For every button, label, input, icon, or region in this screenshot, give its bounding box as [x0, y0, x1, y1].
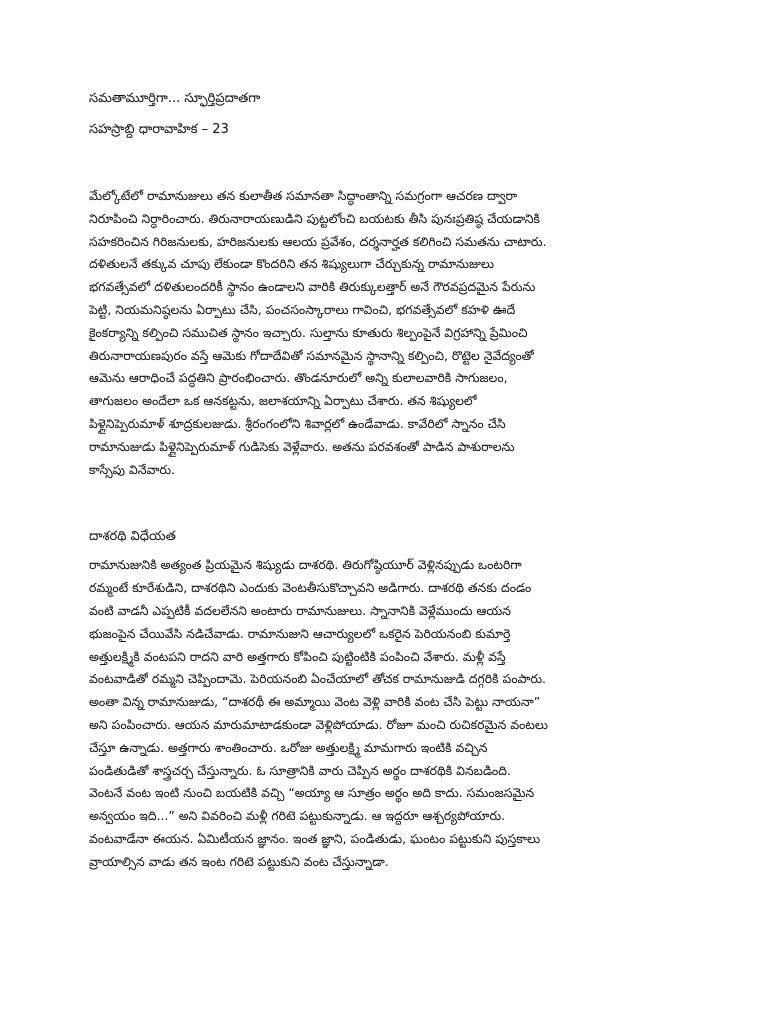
paragraph-line: ఆమెను ఆరాధించే పద్ధతిని ప్రారంభించారు. తొండనూరులో అన్ని కులాలవారికి సాగుజలం, — [89, 370, 508, 386]
paragraph-line: తాగుజలం అందేలా ఒక ఆనకట్టను, జలాశయాన్ని ఏర్పాటు చేశారు. తన శిష్యులలో — [89, 393, 477, 409]
paragraph-line: వంటవాడితో రమ్మని చెప్పిందామె. పెరియనంబి ఏంచేయాలో తోచక రామానుజుడి దగ్గరికి పంపారు. — [89, 671, 546, 687]
paragraph-line: రామానుజునికి అత్యంత ప్రియమైన శిష్యుడు దాశరథి. తిరుగోష్ఠియూర్ వెళ్లినప్పుడు ఒంటరిగా — [89, 557, 522, 573]
paragraph-line: దళితులనే తక్కువ చూపు లేకుండా కొందరిని తన శిష్యులుగా చేర్చుకున్న రామానుజులు — [89, 256, 494, 272]
section-dasarathi — [89, 528, 698, 873]
paragraph-line: అత్తులక్ష్మికి వంటపని రాదని వారి అత్తగారు కోపించి పుట్టింటికి పంపించి వేశారు. మళ్లీ వస్తే — [89, 648, 506, 664]
paragraph-line: భుజంపైన చేయివేసి నడిచేవాడు. రామానుజుని ఆచార్యులలో ఒకరైన పెరియనంబి కుమార్తె — [89, 625, 511, 641]
paragraph-line: అంతా విన్న రామానుజుడు, “దాశరథీ ఈ అమ్మాయి వెంట వెళ్లి వారికి వంట చేసి పెట్టు నాయనా” — [89, 694, 541, 710]
paragraph-line: సహకరించిన గిరిజనులకు, హరిజనులకు ఆలయ ప్రవేశం, దర్శనార్హత కలిగించి సమతను చాటారు. — [89, 233, 547, 249]
paragraph-line: అన్వయం ఇది...” అని వివరించి మళ్లీ గరిటె పట్టుకున్నాడు. ఆ ఇద్దరూ ఆశ్చర్యపోయారు. — [89, 808, 506, 824]
paragraph-line: మేల్కోటేలో రామానుజులు తన కులాతీత సమానతా సిద్ధాంతాన్ని సమగ్రంగా ఆచరణ ద్వారా — [89, 188, 518, 203]
paragraph-line: తిరునారాయణపురం వస్తే ఆమెకు గోదాదేవితో సమానమైన స్థానాన్ని కల్పించి, రొట్టెల నైవేద్యంతో — [89, 347, 534, 363]
series-subtitle: సహస్రాబ్ది ధారావాహిక – 23 — [89, 122, 229, 137]
paragraph-line: వంటి వాడనీ ఎప్పటికీ వదలలేనని అంటారు రామానుజులు. స్నానానికి వెళ్లేముందు ఆయన — [89, 602, 511, 618]
paragraph-line: రామానుజుడు పిళ్లైనిప్పెరుమాళ్ గుడిసెకు వెళ్లేవారు. అతను పరవశంతో పాడిన పాశురాలను — [89, 438, 515, 454]
paragraph-line: అని పంపించారు. ఆయన మారుమాటాడకుండా వెళ్లిపోయాడు. రోజూ మంచి రుచికరమైన వంటలు — [89, 716, 548, 732]
paragraph-line: కాస్సేపు వినేవారు. — [89, 461, 175, 477]
paragraph-line: కైంకర్యాన్ని కల్పించి సముచిత స్థానం ఇచ్చారు. సుల్తాను కూతురు శిల్పంపైనే విగ్రహాన్ని ప్రేమించి — [89, 324, 528, 340]
paragraph-line: నిరూపించి నిర్ధారించారు. తిరునారాయణుడిని పుట్టలోంచి బయటకు తీసి పునఃప్రతిష్ఠ చేయడానికి — [89, 210, 540, 226]
paragraph-line: పెట్టి, నియమనిష్ఠలను ఏర్పాటు చేసి, పంచసంస్కారాలు గావించి, భగవత్సేవలో కహళి ఊదే — [89, 301, 516, 317]
article-title: సమతామూర్తిగా... స్ఫూర్తిప్రదాతగా — [89, 91, 261, 106]
section-heading: దాశరథి విధేయత — [89, 529, 176, 545]
paragraph-line: రమ్మంటే కూరేశుడిని, దాశరథిని ఎందుకు వెంటతీసుకొచ్చావని అడిగారు. దాశరథి తనకు దండం — [89, 580, 532, 596]
paragraph-line: చేస్తూ ఉన్నాడు. అత్తగారు శాంతించారు. ఒరోజు అత్తులక్ష్మి మామగారు ఇంటికి వచ్చిన — [89, 739, 488, 755]
paragraph-line: పండితుడితో శాస్త్రచర్చ చేస్తున్నారు. ఓ సూత్రానికి వారు చెప్పిన అర్థం దాశరథికి వినబడింది. — [89, 762, 511, 778]
paragraph-line: వెంటనే వంట ఇంటి నుంచి బయటికి వచ్చి “అయ్యా ఆ సూత్రం అర్థం అది కాదు. సమంజసమైన — [89, 785, 535, 801]
paragraph-line: వంటవాడేనా ఈయన. ఏమిటీయన జ్ఞానం. ఇంత జ్ఞాని, పండితుడు, ఘంటం పట్టుకుని పుస్తకాలు — [89, 830, 541, 846]
section-ramanuja-equality — [89, 185, 698, 481]
paragraph-line: పిళ్లైనిప్పెరుమాళ్ శూద్రకులజుడు. శ్రీరంగంలోని శివార్లలో ఉండేవాడు. కావేరిలో స్నానం చేసి — [89, 415, 506, 431]
paragraph-line: భగవత్సేవలో దళితులందరికీ స్థానం ఉండాలని వారికి తిరుక్కులత్తార్ అనే గౌరవప్రదమైన పేరును — [89, 279, 536, 295]
paragraph-line: వ్రాయాల్సిన వాడు తన ఇంట గరిటె పట్టుకుని వంట చేస్తున్నాడా. — [89, 853, 389, 869]
